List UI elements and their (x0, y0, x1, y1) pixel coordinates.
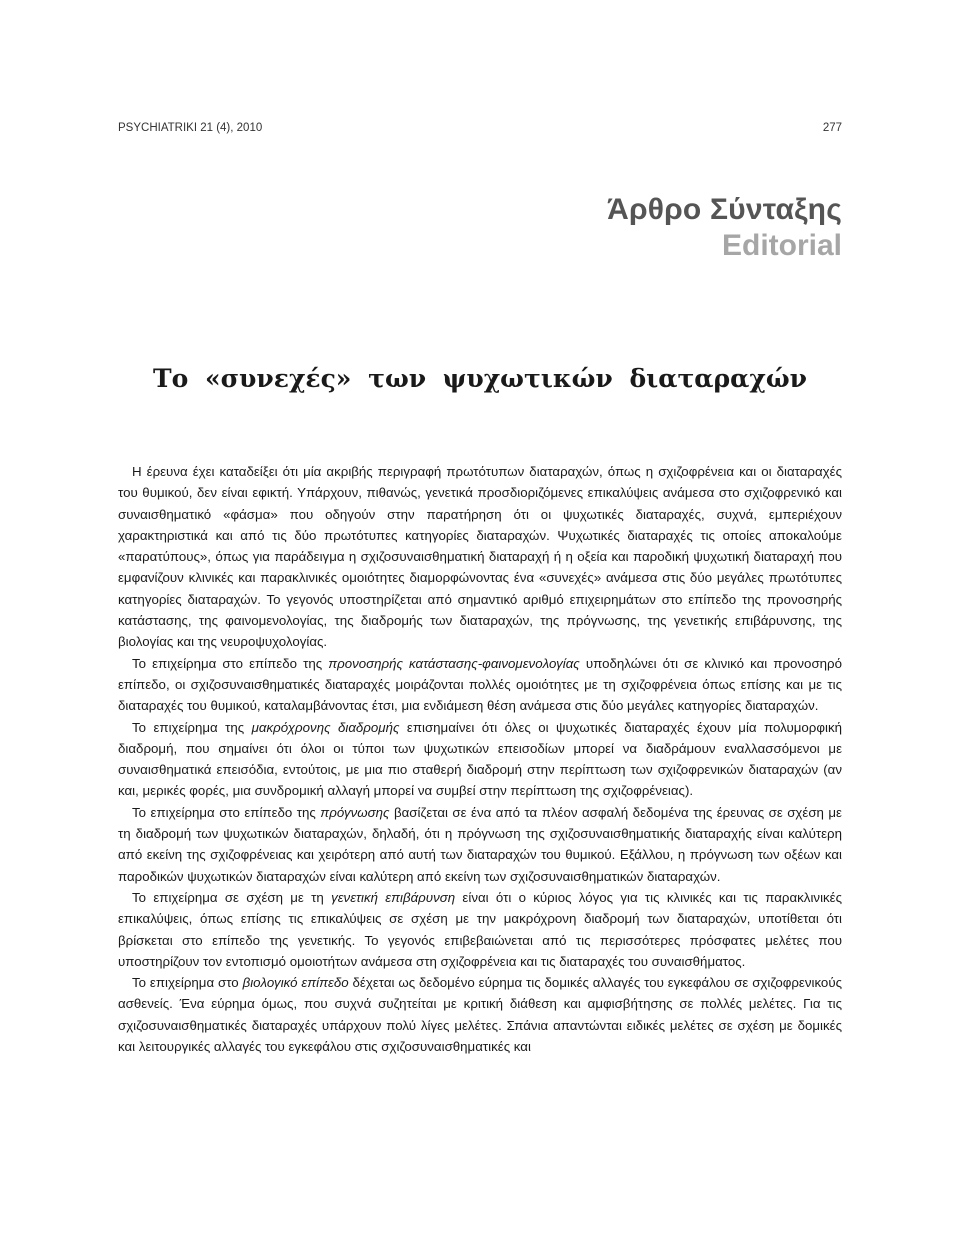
emphasis-text: βιολογικό επίπεδο (242, 975, 349, 991)
body-paragraph (118, 802, 842, 887)
paragraph-text: Το επιχείρημα στο (132, 975, 243, 991)
section-label-english: Editorial (721, 229, 842, 262)
paragraph-text: δέχεται ως δεδομένο εύρημα τις δομικές αλλαγές του εγκεφάλου σε σχιζοφρενικούς ασθενείς. Ένα εύρημα όμως, που συχνά συζητείται με κριτική διάθεση και αμφισβήτησης σε πολλές μελέτες. Για τις σχιζοσυναισθηματικές διαταραχές υπάρχουν πολύ λίγες μελέτες. Σπάνια απαντώνται ειδικές μελέτες σε σχέση με δομικές και λειτουργικές αλλαγές του εγκεφάλου στις σχιζοσυναισθηματικές και (118, 975, 843, 1055)
page-number: 277 (822, 122, 842, 134)
paragraph-text: υποδηλώνει ότι σε κλινικό και προνοσηρό επίπεδο, οι σχιζοσυναισθηματικές διαταραχές μοιράζονται πολλές ομοιότητες με τη σχιζοφρένεια όπως επίσης και με τις διαταραχές του θυμικού, καταλαμβάνοντας έτσι, μια ενδιάμεση θέση ανάμεσα στις δύο μεγάλες κατηγορίες διαταραχών. (118, 655, 843, 714)
paragraph-text: Το επιχείρημα στο επίπεδο της (132, 804, 321, 820)
emphasis-text: γενετική επιβάρυνση (331, 889, 456, 905)
body-paragraph (118, 653, 842, 717)
body-paragraph (118, 461, 842, 653)
paragraph-text: επισημαίνει ότι όλες οι ψυχωτικές διαταραχές έχουν μία πολυμορφική διαδρομή, που σημαίνει ότι όλοι οι τύποι των ψυχωτικών επεισοδίων μπορεί να διαδράμουν εναλλασσόμενοι με συναισθηματικά επεισόδια, εντούτοις, με μια πιο σταθερή διαδρομή στην περίπτωση των σχιζοφρενικών διαταραχών (αν και, μερικές φορές, μια συνδρομική αλλαγή μπορεί να συμβεί στην περίπτωση της σχιζοφρένειας). (118, 719, 842, 799)
paragraph-text: Η έρευνα έχει καταδείξει ότι μία ακριβής περιγραφή πρωτότυπων διαταραχών, όπως η σχιζοφρένεια και οι διαταραχές του θυμικού, δεν είναι εφικτή. Υπάρχουν, πιθανώς, γενετικά προσδιοριζόμενες επικαλύψεις ανάμεσα στο σχιζοφρενικό και συναισθηματικό «φάσμα» που οδηγούν στην παρατήρηση ότι οι ψυχωτικές διαταραχές, συχνά, εμπεριέχουν χαρακτηριστικά και από τις δύο πρωτότυπες κατηγορίες διαταραχών. Ψυχωτικές διαταραχές τις οποίες αποκαλούμε «παρατύπους», όπως για παράδειγμα η σχιζοσυναισθηματική διαταραχή ή η οξεία και παροδική ψυχωτική διαταραχή που εμφανίζουν κλινικές και παρακλινικές ομοιότητες διαμορφώνοντας ένα «συνεχές» ανάμεσα στις δύο μεγάλες πρωτότυπες κατηγορίες διαταραχών. Το γεγονός υποστηρίζεται από σημαντικό αριθμό επιχειρημάτων στο επίπεδο της προνοσηρής κατάστασης, της φαινομενολογίας, της διαδρομής των διαταραχών, της πρόγνωσης, της γενετικής επιβάρυνσης, της βιολογίας και της νευροψυχολογίας. (118, 464, 842, 650)
emphasis-text: μακρόχρονης διαδρομής (251, 719, 400, 735)
emphasis-text: πρόγνωσης (320, 804, 390, 820)
paragraph-text: Το επιχείρημα της (132, 719, 252, 735)
journal-citation: PSYCHIATRIKI 21 (4), 2010 (118, 122, 263, 134)
body-paragraph (118, 717, 842, 802)
section-label-greek: Άρθρο Σύνταξης (607, 193, 842, 226)
article-body (118, 461, 842, 1057)
section-labels (607, 192, 842, 264)
paragraph-text: Το επιχείρημα σε σχέση με τη (132, 889, 332, 905)
article-title: Το «συνεχές» των ψυχωτικών διαταραχών (153, 364, 807, 393)
paragraph-text: Το επιχείρημα στο επίπεδο της (132, 655, 329, 671)
body-paragraph (118, 887, 842, 972)
emphasis-text: προνοσηρής κατάστασης-φαινομενολογίας (328, 655, 580, 671)
body-paragraph (118, 972, 842, 1057)
paragraph-text: βασίζεται σε ένα από τα πλέον ασφαλή δεδομένα της έρευνας σε σχέση με τη διαδρομή των ψυχωτικών διαταραχών, δηλαδή, ότι η πρόγνωση της σχιζοσυναισθηματικής διαταραχής είναι καλύτερη από εκείνη της σχιζοφρένειας και χειρότερη από αυτή των διαταραχών του θυμικού. Εξάλλου, η πρόγνωση των οξέων και παροδικών ψυχωτικών διαταραχών είναι καλύτερη από εκείνη των σχιζοσυναισθηματικών διαταραχών. (118, 804, 842, 884)
paragraph-text: είναι ότι ο κύριος λόγος για τις κλινικές και τις παρακλινικές επικαλύψεις, όπως επίσης τις επικαλύψεις σε σχέση με την μακρόχρονη διαδρομή των διαταραχών, υποτίθεται ότι βρίσκεται στο επίπεδο της γενετικής. Το γεγονός επιβεβαιώνεται από τις περισσότερες πρόσφατες μελέτες που υποστηρίζουν τον εντοπισμό ομοιοτήτων ανάμεσα στη σχιζοφρένεια και τις διαταραχές του συναισθήματος. (118, 889, 843, 969)
